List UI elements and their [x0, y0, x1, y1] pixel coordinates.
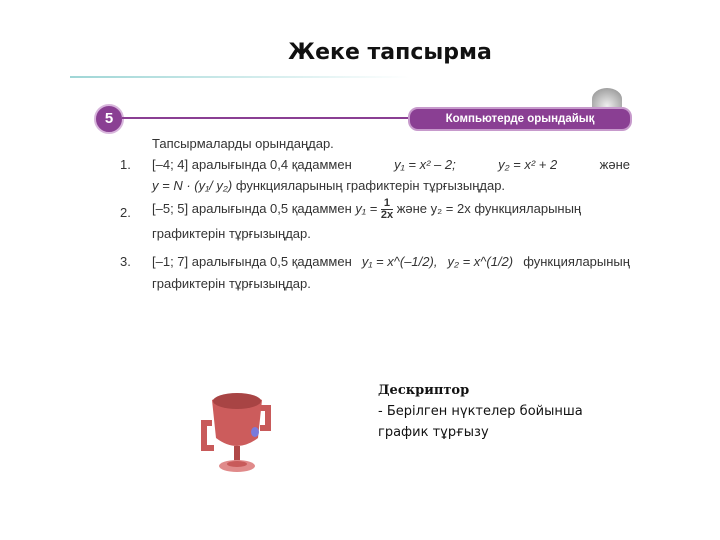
numerator: 1 [383, 197, 391, 209]
task-text: [–5; 5] аралығында 0,5 қадаммен [152, 200, 352, 216]
fraction [381, 198, 393, 221]
task-text: графиктерін тұрғызыңдар. [152, 226, 311, 241]
task-2-line-1 [152, 198, 581, 221]
task-number: 1. [120, 157, 131, 172]
computer-task-banner: Компьютерде орындайық [408, 107, 632, 131]
formula: y = N · (y₁/ y₂) [152, 178, 233, 193]
task-text: функцияларының графиктерін тұрғызыңдар. [235, 178, 506, 193]
task-3-line-1 [152, 254, 630, 269]
descriptor-line: - Берілген нүктелер бойынша [378, 404, 583, 419]
task-text: [–4; 4] аралығында 0,4 қадаммен [152, 157, 352, 172]
task-text: графиктерін тұрғызыңдар. [152, 276, 311, 291]
task-text: функцияларының [523, 254, 630, 269]
formula: y₂ = x^(1/2) [447, 254, 514, 269]
formula: y₂ = x² + 2 [498, 157, 558, 172]
descriptor-heading: Дескриптор [378, 383, 470, 398]
task-1-line-2 [152, 178, 505, 193]
descriptor-block [378, 380, 583, 443]
header-line [122, 117, 412, 119]
denominator: 2x [380, 209, 394, 221]
task-1-line-1 [152, 157, 630, 172]
descriptor-line: график тұрғызу [378, 425, 489, 440]
formula: y₁ = [355, 200, 378, 216]
task-number: 2. [120, 205, 131, 220]
intro-text: Тапсырмаларды орындаңдар. [152, 136, 334, 151]
page-title: Жеке тапсырма [288, 40, 492, 65]
task-text: [–1; 7] аралығында 0,5 қадаммен [152, 254, 352, 269]
trophy-icon [200, 388, 275, 478]
task-text: және [599, 157, 630, 172]
title-divider [70, 76, 410, 78]
task-text: және y₂ = 2x функцияларының [396, 200, 582, 216]
formula: y₁ = x^(–1/2), [361, 254, 438, 269]
task-number: 3. [120, 254, 131, 269]
formula: y₁ = x² – 2; [394, 157, 456, 172]
task-number-badge: 5 [94, 104, 124, 134]
